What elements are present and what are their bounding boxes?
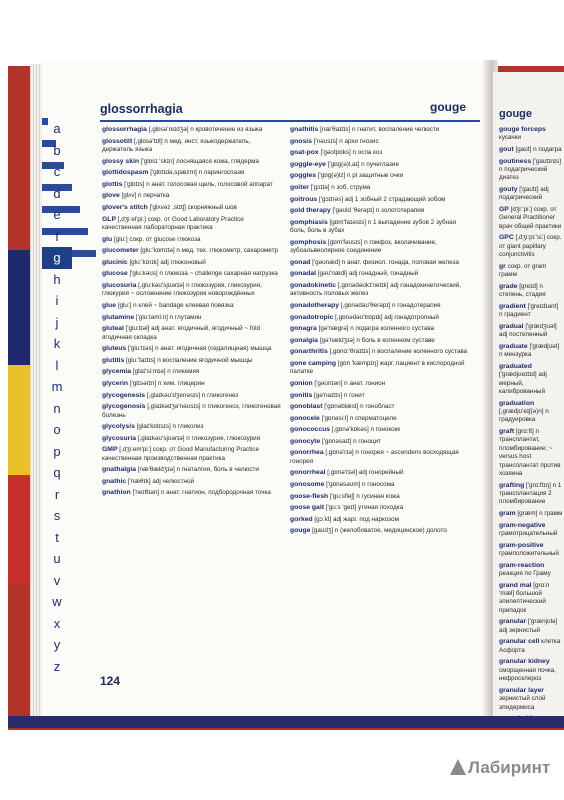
dictionary-entry <box>102 403 282 420</box>
entry-headword: glue <box>102 301 116 309</box>
dictionary-entry <box>290 426 470 434</box>
dictionary-entry <box>290 259 470 267</box>
entry-definition: ['grɑ:ftɪŋ] n 1 трансплантация 2 пломбирование <box>499 481 562 506</box>
dictionary-entry <box>102 392 282 400</box>
thumb-letter-q[interactable]: q <box>53 465 61 480</box>
entry-headword: glycerin <box>102 379 129 387</box>
entry-headword: gonion <box>290 379 313 387</box>
entry-definition: [,glɒsə'reɪdʒə] n кровотечение из языка <box>148 126 263 133</box>
entry-definition: [,gɒnɑ:'θraɪtɪs] n воспаление коленного сустава <box>329 348 468 356</box>
dictionary-entry <box>290 149 470 157</box>
right-column <box>499 126 563 720</box>
dictionary-entry <box>290 172 470 180</box>
entry-headword: gonadokinetic <box>290 281 337 289</box>
entry-definition: [gə'naɪtɪs] n гонит <box>314 391 365 399</box>
entry-headword: gonococcus <box>290 426 331 434</box>
dictionary-entry <box>290 469 470 477</box>
entry-headword: gnathic <box>102 477 127 485</box>
entry-definition: [,gɒnə'kɒkəs] n гонококк <box>331 426 401 434</box>
dictionary-entry <box>499 582 563 616</box>
entry-definition: ['glu:tɪəs] n анат. ягодичная (седалищная) мышца <box>127 345 272 353</box>
dictionary-entry <box>290 325 470 333</box>
thumb-letter-z[interactable]: z <box>53 658 61 674</box>
entry-headword: goiter <box>290 183 309 191</box>
entry-headword: gram-negative <box>499 521 546 529</box>
entry-headword: gonadotherapy <box>290 301 340 309</box>
entry-headword: granular layer <box>499 686 544 694</box>
dictionary-entry <box>499 206 563 231</box>
thumb-letter-p[interactable]: p <box>53 443 61 459</box>
dictionary-entry <box>290 481 470 489</box>
entry-headword: gonagra <box>290 325 317 333</box>
entry-definition: [,gɒnədəʊ'θerəpɪ] n гонадотерапия <box>340 301 441 309</box>
entry-headword: glutitis <box>102 356 125 364</box>
entry-headword: glottis <box>102 180 123 188</box>
dictionary-entry <box>499 428 563 478</box>
dictionary-entry <box>102 368 282 376</box>
entry-headword: GLP <box>102 215 116 223</box>
entry-definition: [,glu:kəʊ'sjʊərɪə] n глюкозурия, гликозурия, глюкурия ~ осложнение глюкозурия новорождённых <box>102 281 262 298</box>
entry-definition: [gəʊ'nædl] adj гонадный, гонадный <box>317 270 419 278</box>
thumb-letter-h[interactable]: h <box>53 271 61 287</box>
dictionary-entry <box>499 363 563 397</box>
entry-definition: ['grædjʊət] n мензурка <box>499 342 560 359</box>
dictionary-entry <box>499 303 563 320</box>
entry-definition: [,glaɪkədʒə'nəʊsɪs] n гликогеноз, гликогеновая болезнь <box>102 403 281 419</box>
entry-headword: gram-reaction <box>499 561 545 569</box>
entry-headword: gonorrheal <box>290 469 326 477</box>
entry-headword: glycemia <box>102 368 132 376</box>
entry-definition: [,gɒnədəʊkɪ'netɪk] adj гонадокинетический, активность половых желез <box>290 281 462 298</box>
dictionary-entry <box>290 207 470 215</box>
thumb-letter-k[interactable]: k <box>53 336 61 351</box>
thumb-letter-d[interactable]: d <box>53 185 61 201</box>
entry-headword: goose-flesh <box>290 492 329 500</box>
entry-headword: grade <box>499 282 518 290</box>
dictionary-entry <box>102 181 282 189</box>
dictionary-entry <box>290 415 470 423</box>
entry-definition: [,dʒi:el'pi:] сокр. от Good Laboratory Practice качественная лабораторная практика <box>102 215 244 231</box>
dictionary-entry <box>290 126 470 134</box>
dictionary-entry <box>290 282 470 299</box>
entry-headword: glu <box>102 235 113 243</box>
entry-headword: GP <box>499 206 509 213</box>
dictionary-entry <box>290 239 470 256</box>
entry-definition: [glu:'kɒmɪtə] n мед. тех. глюкометр, сахарометр <box>140 247 278 255</box>
dictionary-entry <box>290 302 470 310</box>
entry-definition: [græm] n грамм <box>517 510 563 518</box>
guide-rule <box>100 120 480 122</box>
entry-headword: goggle-eye <box>290 160 326 168</box>
dictionary-entry <box>290 380 470 388</box>
dictionary-entry <box>499 542 563 559</box>
entry-headword: glycosuria <box>102 434 136 442</box>
dictionary-entry <box>290 360 470 377</box>
entry-definition: ['grædʒʊəl] adj постепенный <box>499 322 557 339</box>
entry-definition: [grɑ:n 'mæl] большой эпилептический припадок <box>499 581 550 614</box>
dictionary-entry <box>102 204 282 212</box>
next-guide-word: gouge <box>430 100 466 114</box>
entry-headword: gouty <box>499 186 518 193</box>
dictionary-entry <box>102 158 282 166</box>
dictionary-entry <box>102 345 282 353</box>
entry-definition: [,gɒnədəʊ'trɒpɪk] adj гонадотропный <box>335 313 439 321</box>
entry-definition: [gaʊt] n подагра <box>515 146 562 153</box>
column-right <box>290 126 470 539</box>
entry-headword: gluteus <box>102 345 127 353</box>
entry-definition: сокр. от gram грамм <box>499 262 547 279</box>
entry-definition: ['glu:təmi:n] n глутамин <box>135 313 202 321</box>
thumb-letter-n[interactable]: n <box>53 400 61 416</box>
entry-definition: [glaɪ'kɒlɪsɪs] n гликолиз <box>136 423 204 431</box>
entry-definition: ['gɒg(ə)lz] n pl защитные очки <box>317 172 404 180</box>
entry-definition: ['gɒnəsaɪt] n гоноцит <box>321 437 381 445</box>
entry-definition: ['greɪdɪənt] n градиент <box>499 302 559 319</box>
dictionary-entry <box>102 325 282 342</box>
entry-headword: glucometer <box>102 247 139 255</box>
entry-definition: [,dʒi:pi:'si:] сокр. от giant papillary conjunctivitis <box>499 234 562 259</box>
entry-headword: granular kidney <box>499 658 550 666</box>
entry-definition: [,dʒi:em'pi:] сокр. от Good Manufacturing Practice качественная производственная практика <box>102 446 259 462</box>
entry-definition: реакция по Граму <box>499 570 551 578</box>
entry-headword: GMP <box>102 446 118 454</box>
entry-headword: gold therapy <box>290 207 331 215</box>
thumb-letter-f[interactable]: f <box>55 228 59 244</box>
entry-definition: ['glu:tɪəl] adj анат. ягодичный, ягодичный ~ fold ягодичная складка <box>102 325 261 341</box>
entry-headword: gluteal <box>102 325 124 333</box>
entry-headword: gonocyte <box>290 437 321 445</box>
entry-headword: gonarthritis <box>290 348 328 356</box>
entry-headword: gonadotropic <box>290 313 334 321</box>
entry-headword: gonoblast <box>290 403 323 411</box>
entry-headword: glucose <box>102 270 128 278</box>
entry-headword: gout <box>499 146 514 153</box>
dictionary-entry <box>290 337 470 345</box>
entry-definition: [glu:'kɪnɪk] adj глюконовый <box>129 258 206 266</box>
entry-definition: ['glɒtɪs] n анат. голосовая щель, голосовой аппарат <box>124 180 273 188</box>
entry-headword: glover's stitch <box>102 203 148 211</box>
dictionary-entry <box>290 196 470 204</box>
dictionary-entry <box>102 216 282 233</box>
thumb-letter-w[interactable]: w <box>52 594 62 609</box>
thumb-letter-c[interactable]: c <box>53 164 61 179</box>
guide-word: glossorrhagia <box>100 102 183 116</box>
entry-headword: gomphiasis <box>290 218 328 226</box>
dictionary-entry <box>290 449 470 466</box>
dictionary-entry <box>290 138 470 146</box>
thumb-letter-j[interactable]: j <box>55 314 59 330</box>
dictionary-entry <box>499 158 563 183</box>
entry-definition: [,gɒnə'rɪə] n гонорея ~ ascendens восходящая гонорея <box>290 449 459 465</box>
entry-headword: graduation <box>499 399 535 407</box>
dictionary-entry <box>499 618 563 635</box>
dictionary-entry <box>102 357 282 365</box>
entry-definition: ['gaʊtɪnɪs] n подагрический диатез <box>499 157 562 182</box>
entry-headword: gnathitis <box>290 126 319 133</box>
entry-definition: ['gɒg(ə)l,aɪ] n пучеглазие <box>327 160 399 168</box>
entry-headword: gonocele <box>290 414 320 422</box>
cover-bottom-edge <box>8 716 564 728</box>
dictionary-entry <box>290 504 470 512</box>
dictionary-entry <box>499 283 563 300</box>
thumb-letter-x[interactable]: x <box>53 615 61 631</box>
entry-definition: [næ'θaɪtɪs] n гнатит, воспаление челюсти <box>320 126 440 133</box>
entry-headword: gradual <box>499 322 524 330</box>
entry-headword: glycogenesis <box>102 391 146 399</box>
labirint-logo-icon <box>450 759 466 775</box>
thumb-letter-g[interactable]: g <box>42 247 72 269</box>
entry-definition: ['grædjʊeɪtɪd] adj мерный, калиброванный <box>499 371 547 396</box>
entry-definition: ['gɔɪtə] n зоб, струма <box>310 183 371 191</box>
entry-definition: ['gəʊnæd] n анат. физиол. гонада, половая железа <box>312 258 459 266</box>
entry-definition: [gɔ:kt] adj жарг. под наркозом <box>314 515 399 523</box>
entry-definition: [,glɒsə'tɪlt] n мед. инст. языкодержатель, держатель языка <box>102 137 251 153</box>
entry-headword: granular cell <box>499 638 540 646</box>
entry-headword: gonosome <box>290 481 325 489</box>
entry-definition: [,glaɪkəʊ'dʒenəsɪs] n гликогенез <box>146 391 239 399</box>
entry-headword: glossorrhagia <box>102 126 147 133</box>
entry-headword: glutamine <box>102 313 135 321</box>
right-page <box>493 72 564 720</box>
entry-headword: goose gait <box>290 504 324 512</box>
entry-headword: gonalgia <box>290 336 318 344</box>
entry-definition: [gaʊdʒ] n (желобоватое, медицинское) долото <box>312 527 447 535</box>
entry-headword: granular <box>499 618 527 626</box>
entry-definition: ['næθɪk] adj челюстной <box>127 477 195 485</box>
entry-definition: ['gaʊtɪ] adj подагрический <box>499 186 549 202</box>
dictionary-entry <box>290 161 470 169</box>
entry-definition: ['gɒnəsi:l] n сперматоцеле <box>321 414 397 422</box>
entry-definition: кусачки <box>499 134 521 142</box>
entry-definition: ['glɒtɪdə,spæzm] n ларингоспазм <box>150 169 245 177</box>
entry-headword: gnathion <box>102 489 131 497</box>
dictionary-entry <box>499 234 563 259</box>
entry-headword: goat-pox <box>290 149 319 157</box>
dictionary-entry <box>102 435 282 443</box>
dictionary-entry <box>102 259 282 267</box>
entry-definition: [glʌv] n перчатка <box>121 192 170 200</box>
right-guide-word: gouge <box>499 108 532 120</box>
dictionary-entry <box>499 522 563 539</box>
entry-headword: gnosis <box>290 137 312 145</box>
publisher-watermark <box>450 758 550 778</box>
entry-headword: graduate <box>499 342 528 350</box>
entry-headword: glove <box>102 192 120 200</box>
entry-headword: goutiness <box>499 157 532 165</box>
entry-definition: ['glɒsɪ 'skɪn] лоснящаяся кожа, глядерма <box>140 157 259 165</box>
entry-headword: grand mal <box>499 581 532 589</box>
dictionary-entry <box>499 400 563 425</box>
entry-headword: graft <box>499 428 515 436</box>
entry-definition: ['gu:s 'geɪt] утиная походка <box>325 504 404 512</box>
entry-definition: [gɒm'fəʊsɪs] n гомфоз, вколачивание, зубоальвеолярное соединение <box>290 238 437 255</box>
dictionary-entry <box>499 186 563 203</box>
entry-headword: gouge forceps <box>499 126 546 133</box>
dictionary-entry <box>290 516 470 524</box>
dictionary-entry <box>290 314 470 322</box>
entry-definition: грамотрицательный <box>499 530 558 538</box>
dictionary-entry <box>102 423 282 431</box>
entry-definition: грамположительный <box>499 550 559 558</box>
page-stack-edge <box>30 64 42 719</box>
entry-headword: gram <box>499 510 516 518</box>
entry-definition: [,gɒnə'rɪəl] adj гонорейный <box>327 469 404 477</box>
entry-definition: ['gəʊld 'θerəpɪ] n золототерапия <box>332 207 425 215</box>
thumb-letter-v[interactable]: v <box>53 572 61 588</box>
entry-headword: gonitis <box>290 391 313 399</box>
entry-headword: gonad <box>290 258 311 266</box>
dictionary-entry <box>102 446 282 463</box>
entry-headword: glossotilt <box>102 137 133 145</box>
dictionary-entry <box>102 478 282 486</box>
entry-headword: goggles <box>290 172 317 180</box>
entry-definition: ['nəʊsɪs] n архи гнозис <box>313 137 379 145</box>
entry-headword: grafting <box>499 481 525 489</box>
entry-definition: [grɑ:ft] n трансплантат, пломбирование; ~ versus host трансплантат против хозяина <box>499 428 561 478</box>
entry-headword: GPC <box>499 234 514 242</box>
entry-headword: gonadal <box>290 270 317 278</box>
entry-headword: glottidospasm <box>102 169 149 177</box>
entry-definition: [glu:] сокр. от glucose глюкоза <box>113 235 201 243</box>
dictionary-entry <box>102 282 282 299</box>
entry-headword: graduated <box>499 362 532 370</box>
entry-headword: gorked <box>290 515 313 523</box>
entry-definition: [dʒi:'pi:] сокр. от General Practitioner врач общей практики <box>499 206 562 230</box>
dictionary-entry <box>102 192 282 200</box>
dictionary-entry <box>102 466 282 474</box>
dictionary-entry <box>102 489 282 497</box>
dictionary-entry <box>102 236 282 244</box>
entry-definition: [,grædjʊ'eɪʃ(ə)n] n градуировка <box>499 408 549 424</box>
dictionary-entry <box>290 219 470 236</box>
entry-definition: ['glɪsərɪn] n хим. глицерин <box>129 379 205 387</box>
dictionary-entry <box>290 270 470 278</box>
entry-headword: gram-positive <box>499 541 544 549</box>
entry-definition: ['grænjʊlə] adj зернистый <box>499 618 558 634</box>
entry-headword: gonorrhea <box>290 449 324 457</box>
dictionary-entry <box>499 562 563 579</box>
entry-headword: gnathalgia <box>102 466 136 474</box>
entry-definition: сморщенная почка, нефросклероз <box>499 666 556 683</box>
dictionary-entry <box>499 510 563 518</box>
thumb-letter-i[interactable]: i <box>55 293 59 308</box>
entry-definition: ['gəʊnɪən] n анат. гонион <box>314 379 386 387</box>
thumb-letter-o[interactable]: o <box>53 422 61 437</box>
entry-definition: [gə'nægrə] n подагра коленного сустава <box>318 325 435 333</box>
entry-definition: [greɪd] n степень, стадия <box>499 282 546 299</box>
dictionary-entry <box>290 493 470 501</box>
dictionary-entry <box>499 638 563 655</box>
entry-headword: glycogenosis <box>102 403 146 411</box>
entry-definition: ['neɪθɪən] n анат. гнатион, подбородочная точка <box>132 489 271 497</box>
dictionary-entry <box>102 270 282 278</box>
thumb-letter-a[interactable]: a <box>53 121 61 136</box>
dictionary-entry <box>102 314 282 322</box>
dictionary-entry <box>290 403 470 411</box>
entry-definition: ['gɒnəsəʊm] n гоносома <box>326 481 395 489</box>
dictionary-entry <box>499 126 563 143</box>
entry-definition: зернистый слой эпидермиса <box>499 695 546 711</box>
entry-definition: ['gu:sfleʃ] n гусиная кожа <box>329 492 400 500</box>
left-page <box>42 60 490 720</box>
thumb-letter-r[interactable]: r <box>54 486 60 502</box>
entry-headword: gr <box>499 262 506 270</box>
dictionary-entry <box>290 438 470 446</box>
dictionary-entry <box>102 138 282 155</box>
entry-definition: [næ'θældʒɪə] n гнаталгия, боль в челюсти <box>137 466 259 474</box>
entry-headword: gomphosis <box>290 238 327 246</box>
dictionary-entry <box>499 323 563 340</box>
thumb-letter-m[interactable]: m <box>51 379 63 394</box>
page-number: 124 <box>100 674 121 688</box>
thumb-letter-b[interactable]: b <box>53 142 61 158</box>
entry-headword: gouge <box>290 527 311 535</box>
dictionary-entry <box>499 343 563 360</box>
entry-definition: ['gəʊtpɒks] n оспа коз <box>320 149 383 157</box>
entry-headword: gradient <box>499 302 526 310</box>
dictionary-entry <box>499 687 563 712</box>
dictionary-entry <box>102 169 282 177</box>
thumb-letter-l[interactable]: l <box>55 357 59 373</box>
dictionary-entry <box>499 658 563 683</box>
entry-headword: glucinic <box>102 258 128 266</box>
dictionary-entry <box>499 263 563 280</box>
entry-definition: ['gɔɪtrəs] adj 1 зобный 2 страдающий зобом <box>318 195 446 203</box>
column-left <box>102 126 282 501</box>
entry-definition: [,glaɪkəʊ'sjʊərɪə] n гликозурия, глюкозурия <box>137 434 261 442</box>
dictionary-entry <box>102 302 282 310</box>
thumb-letter-y[interactable]: y <box>53 637 61 652</box>
entry-headword: glossy skin <box>102 157 140 165</box>
dictionary-entry <box>290 527 470 535</box>
thumb-letter-u[interactable]: u <box>53 551 61 566</box>
dictionary-entry <box>290 392 470 400</box>
dictionary-entry <box>499 146 563 154</box>
entry-definition: ['gɒnəblæst] n гонобласт <box>324 403 395 411</box>
thumb-letter-e[interactable]: e <box>53 207 61 222</box>
dictionary-entry <box>102 247 282 255</box>
entry-definition: клетка Асфорта <box>499 638 561 654</box>
dictionary-entry <box>102 380 282 388</box>
thumb-letter-s[interactable]: s <box>53 508 61 523</box>
dictionary-entry <box>499 482 563 507</box>
entry-definition: [glu:'taɪtɪs] n воспаление ягодичной мышцы <box>126 356 253 364</box>
entry-definition: [glu:] n клей ~ bandage клеевая повязка <box>117 301 234 309</box>
entry-definition: ['glu:kəʊs] n глюкоза ~ challenge сахарная нагрузка <box>129 270 278 278</box>
entry-definition: [glaɪ'si:mɪə] n гликемия <box>132 368 200 376</box>
thumb-index <box>42 118 72 677</box>
watermark-text: Лабиринт <box>468 758 551 777</box>
entry-definition: [gə'nældʒɪə] n боль в коленном суставе <box>319 336 435 344</box>
thumb-letter-t[interactable]: t <box>55 529 59 545</box>
entry-definition: [gɒm'faɪəsɪs] n 1 выпадение зубов 2 зубная боль, боль в зубах <box>290 218 456 235</box>
entry-definition: [gɒn 'kæmpɪŋ] жарг. пациент в кислородной палатке <box>290 359 465 376</box>
entry-headword: goitrous <box>290 195 318 203</box>
dictionary-entry <box>102 126 282 134</box>
dictionary-entry <box>290 348 470 356</box>
dictionary-entry <box>290 184 470 192</box>
entry-headword: gone camping <box>290 359 337 367</box>
entry-headword: glycolysis <box>102 423 135 431</box>
entry-definition: ['glʌvəz ,stɪtʃ] скорняжный шов <box>149 203 237 211</box>
entry-headword: glucosuria <box>102 281 137 289</box>
